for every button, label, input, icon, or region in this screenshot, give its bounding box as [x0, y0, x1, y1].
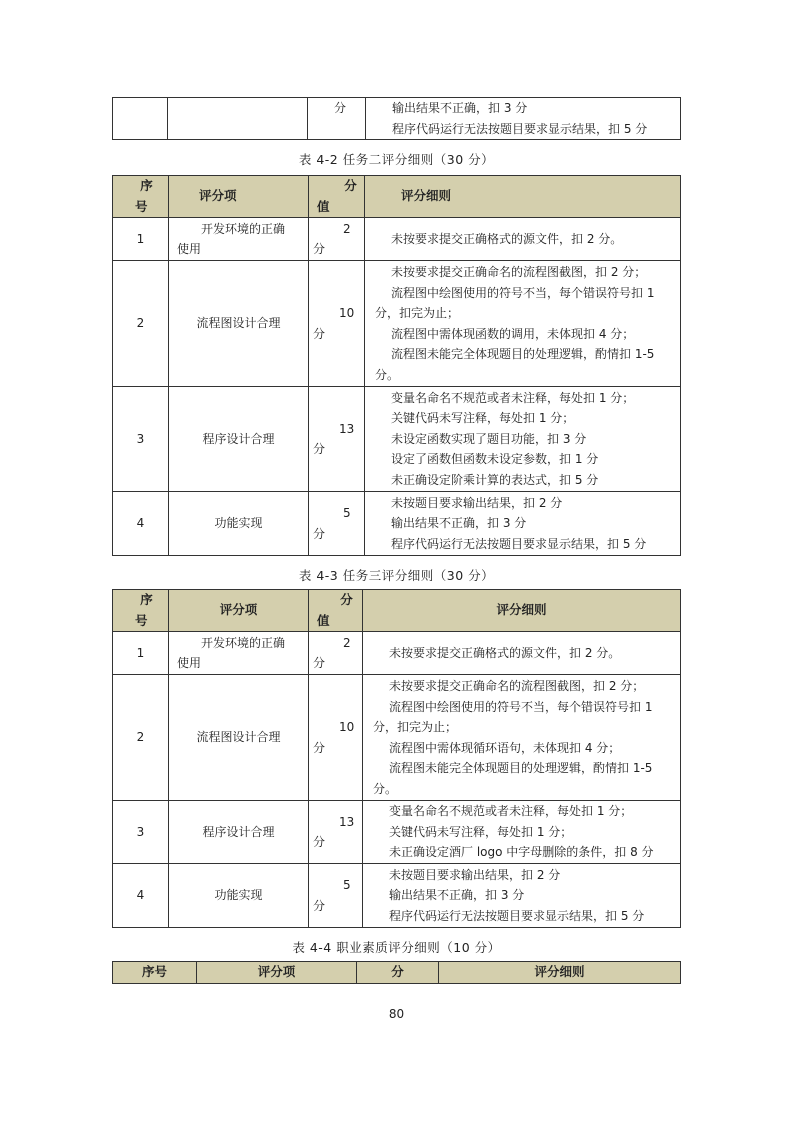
score-cell: 2 分 [309, 632, 363, 675]
table-4-4-caption: 表 4-4 职业素质评分细则（10 分） [292, 940, 501, 955]
prev-score-cell: 分 [308, 98, 366, 140]
table-header-row [113, 176, 681, 218]
rules-cell: 未按要求提交正确格式的源文件，扣 2 分。 [365, 218, 681, 261]
table-row [113, 218, 681, 261]
table-4-3-caption: 表 4-3 任务三评分细则（30 分） [298, 568, 495, 583]
seq-cell: 2 [113, 261, 169, 387]
table-header-row [113, 962, 681, 984]
table-4-4 [112, 961, 681, 984]
item-cell: 功能实现 [169, 492, 309, 556]
header-item: 评分项 [169, 590, 309, 632]
table-row [113, 632, 681, 675]
seq-cell: 4 [113, 864, 169, 928]
seq-cell: 4 [113, 492, 169, 556]
score-cell: 10 分 [309, 261, 365, 387]
header-seq: 序 号 [113, 590, 169, 632]
page-number: 80 [388, 1007, 405, 1021]
rules-cell: 变量名命名不规范或者未注释，每处扣 1 分； 关键代码未写注释，每处扣 1 分； 未正确设定酒厂 logo 中字母删除的条件，扣 8 分 [363, 801, 681, 864]
rule-line: 程序代码运行无法按题目要求显示结果，扣 5 分 [392, 121, 648, 136]
seq-cell: 1 [113, 632, 169, 675]
table-row [113, 675, 681, 801]
item-cell: 流程图设计合理 [169, 675, 309, 801]
table-row [113, 864, 681, 928]
item-cell: 程序设计合理 [169, 387, 309, 492]
rules-cell: 未按题目要求输出结果，扣 2 分 输出结果不正确，扣 3 分 程序代码运行无法按题目要求显示结果，扣 5 分 [363, 864, 681, 928]
rule-line: 输出结果不正确，扣 3 分 [392, 101, 528, 115]
header-seq: 序 号 [113, 176, 169, 218]
table-4-2 [112, 175, 681, 556]
header-item: 评分项 [169, 176, 309, 218]
table-row [113, 801, 681, 864]
seq-cell: 1 [113, 218, 169, 261]
rules-cell: 未按要求提交正确命名的流程图截图，扣 2 分； 流程图中绘图使用的符号不当，每个错误符号扣 1 分，扣完为止； 流程图中需体现循环语句，未体现扣 4 分； 流程图未能完全体现题目的处理逻辑，酌情扣 1-5 分。 [363, 675, 681, 801]
prev-item-cell [168, 98, 308, 140]
rules-cell: 变量名命名不规范或者未注释，每处扣 1 分； 关键代码未写注释，每处扣 1 分； 未设定函数实现了题目功能，扣 3 分 设定了函数但函数未设定参数，扣 1 分 未正确设定阶乘计算的表达式，扣 5 分 [365, 387, 681, 492]
seq-cell: 3 [113, 801, 169, 864]
score-cell: 13 分 [309, 387, 365, 492]
table-header-row [113, 590, 681, 632]
item-cell: 开发环境的正确 使用 [169, 632, 309, 675]
item-cell: 流程图设计合理 [169, 261, 309, 387]
score-cell: 2 分 [309, 218, 365, 261]
rules-cell: 未按题目要求输出结果，扣 2 分 输出结果不正确，扣 3 分 程序代码运行无法按题目要求显示结果，扣 5 分 [365, 492, 681, 556]
score-cell: 10 分 [309, 675, 363, 801]
table-4-2-caption: 表 4-2 任务二评分细则（30 分） [298, 152, 495, 167]
table-4-3 [112, 589, 681, 928]
header-score: 分 值 [309, 590, 363, 632]
seq-cell: 3 [113, 387, 169, 492]
score-cell: 5 分 [309, 492, 365, 556]
item-cell: 开发环境的正确 使用 [169, 218, 309, 261]
table-row [113, 492, 681, 556]
prev-seq-cell [113, 98, 168, 140]
table-row [113, 387, 681, 492]
header-score: 分 值 [309, 176, 365, 218]
item-cell: 功能实现 [169, 864, 309, 928]
score-cell: 5 分 [309, 864, 363, 928]
seq-cell: 2 [113, 675, 169, 801]
header-rules: 评分细则 [363, 590, 681, 632]
item-cell: 程序设计合理 [169, 801, 309, 864]
table-row [113, 261, 681, 387]
header-item: 评分项 [197, 962, 357, 984]
prev-table-continuation [112, 97, 681, 140]
header-rules: 评分细则 [439, 962, 681, 984]
header-seq: 序号 [113, 962, 197, 984]
score-cell: 13 分 [309, 801, 363, 864]
rules-cell: 未按要求提交正确格式的源文件，扣 2 分。 [363, 632, 681, 675]
header-rules: 评分细则 [365, 176, 681, 218]
header-score: 分 [357, 962, 439, 984]
prev-rules-cell [366, 98, 681, 140]
rules-cell: 未按要求提交正确命名的流程图截图，扣 2 分； 流程图中绘图使用的符号不当，每个错误符号扣 1 分，扣完为止； 流程图中需体现函数的调用，未体现扣 4 分； 流程图未能完全体现题目的处理逻辑，酌情扣 1-5 分。 [365, 261, 681, 387]
